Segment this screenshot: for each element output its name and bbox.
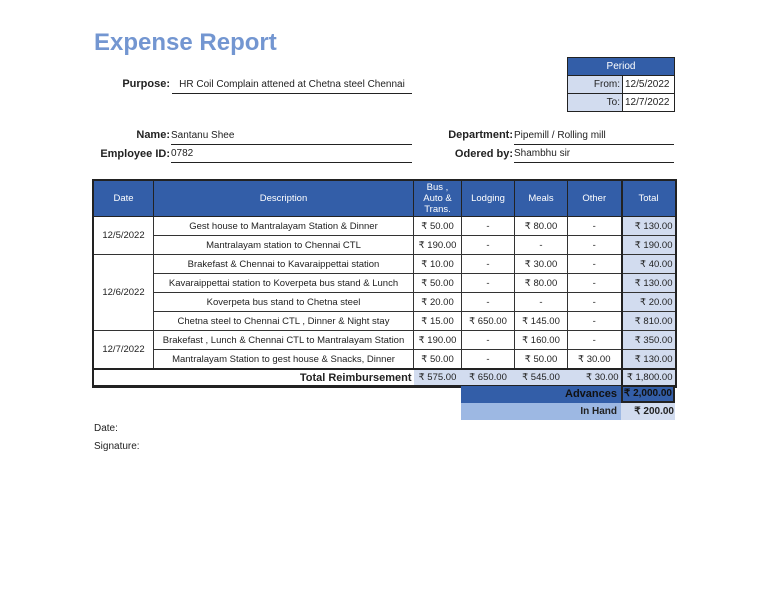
table-row [94, 274, 676, 293]
row-bus: ₹ 190.00 [414, 331, 462, 350]
row-total: ₹ 190.00 [622, 236, 676, 255]
col-total: Total [622, 181, 676, 217]
row-meals: ₹ 80.00 [515, 274, 568, 293]
table-row [94, 236, 676, 255]
row-other: - [568, 274, 622, 293]
total-bus: ₹ 575.00 [414, 369, 462, 386]
row-total: ₹ 20.00 [622, 293, 676, 312]
table-header [94, 181, 676, 217]
row-other: - [568, 331, 622, 350]
row-bus: ₹ 190.00 [414, 236, 462, 255]
row-lodging: - [462, 236, 515, 255]
row-total: ₹ 130.00 [622, 350, 676, 370]
row-lodging: - [462, 331, 515, 350]
row-other: ₹ 30.00 [568, 350, 622, 370]
row-total: ₹ 130.00 [622, 274, 676, 293]
row-lodging: - [462, 255, 515, 274]
row-description: Brakefast & Chennai to Kavaraippettai station [154, 255, 414, 274]
table-row [94, 293, 676, 312]
row-other: - [568, 293, 622, 312]
row-description: Gest house to Mantralayam Station & Dinner [154, 217, 414, 236]
table-row [94, 217, 676, 236]
from-label: From: [568, 76, 623, 94]
total-total: ₹ 1,800.00 [622, 369, 676, 386]
row-description: Mantralayam station to Chennai CTL [154, 236, 414, 255]
employee-id-label: Employee ID: [100, 148, 170, 160]
col-other: Other [568, 181, 622, 217]
row-lodging: ₹ 650.00 [462, 312, 515, 331]
expense-table [93, 180, 677, 387]
ordered-by-field[interactable]: Shambhu sir [514, 147, 674, 163]
row-lodging: - [462, 274, 515, 293]
total-lodging: ₹ 650.00 [462, 369, 515, 386]
total-other: ₹ 30.00 [568, 369, 622, 386]
total-label: Total Reimbursement [94, 369, 414, 386]
row-total: ₹ 810.00 [622, 312, 676, 331]
row-total: ₹ 350.00 [622, 331, 676, 350]
row-meals: ₹ 160.00 [515, 331, 568, 350]
col-description: Description [154, 181, 414, 217]
department-label: Department: [448, 129, 513, 141]
row-total: ₹ 40.00 [622, 255, 676, 274]
row-bus: ₹ 10.00 [414, 255, 462, 274]
row-bus: ₹ 50.00 [414, 350, 462, 370]
from-date[interactable]: 12/5/2022 [623, 76, 675, 94]
row-other: - [568, 217, 622, 236]
advances-value: ₹ 2,000.00 [621, 385, 675, 403]
row-date: 12/5/2022 [94, 217, 154, 255]
table-row [94, 331, 676, 350]
employee-id-field[interactable]: 0782 [171, 147, 412, 163]
row-lodging: - [462, 293, 515, 312]
advances-label: Advances [461, 386, 621, 403]
row-description: Chetna steel to Chennai CTL , Dinner & Night stay [154, 312, 414, 331]
to-date[interactable]: 12/7/2022 [623, 94, 675, 112]
name-label: Name: [136, 129, 170, 141]
date-label: Date: [94, 423, 118, 434]
purpose-label: Purpose: [122, 78, 170, 90]
total-meals: ₹ 545.00 [515, 369, 568, 386]
row-total: ₹ 130.00 [622, 217, 676, 236]
row-meals: ₹ 145.00 [515, 312, 568, 331]
col-lodging: Lodging [462, 181, 515, 217]
table-row [94, 312, 676, 331]
row-other: - [568, 236, 622, 255]
row-meals: - [515, 293, 568, 312]
in-hand-value: ₹ 200.00 [621, 403, 675, 420]
col-meals: Meals [515, 181, 568, 217]
signature-label: Signature: [94, 441, 140, 452]
in-hand-label: In Hand [461, 403, 621, 420]
ordered-by-label: Odered by: [454, 148, 513, 160]
period-header: Period [568, 58, 675, 76]
row-lodging: - [462, 350, 515, 370]
row-meals: ₹ 50.00 [515, 350, 568, 370]
col-date: Date [94, 181, 154, 217]
to-label: To: [568, 94, 623, 112]
row-bus: ₹ 50.00 [414, 217, 462, 236]
table-row [94, 255, 676, 274]
row-date: 12/7/2022 [94, 331, 154, 370]
period-table [567, 57, 675, 112]
purpose-field[interactable]: HR Coil Complain attened at Chetna steel Chennai [172, 78, 412, 94]
row-description: Koverpeta bus stand to Chetna steel [154, 293, 414, 312]
col-bus: Bus , Auto & Trans. [414, 181, 462, 217]
page-title: Expense Report [94, 29, 277, 56]
row-bus: ₹ 15.00 [414, 312, 462, 331]
row-description: Kavaraippettai station to Koverpeta bus stand & Lunch [154, 274, 414, 293]
table-row [94, 350, 676, 370]
row-bus: ₹ 20.00 [414, 293, 462, 312]
totals-row [94, 369, 676, 386]
department-field[interactable]: Pipemill / Rolling mill [514, 129, 674, 145]
row-description: Mantralayam Station to gest house & Snacks, Dinner [154, 350, 414, 370]
row-bus: ₹ 50.00 [414, 274, 462, 293]
row-description: Brakefast , Lunch & Chennai CTL to Mantralayam Station [154, 331, 414, 350]
row-other: - [568, 312, 622, 331]
row-meals: - [515, 236, 568, 255]
row-date: 12/6/2022 [94, 255, 154, 331]
name-field[interactable]: Santanu Shee [171, 129, 412, 145]
row-lodging: - [462, 217, 515, 236]
row-other: - [568, 255, 622, 274]
row-meals: ₹ 80.00 [515, 217, 568, 236]
row-meals: ₹ 30.00 [515, 255, 568, 274]
